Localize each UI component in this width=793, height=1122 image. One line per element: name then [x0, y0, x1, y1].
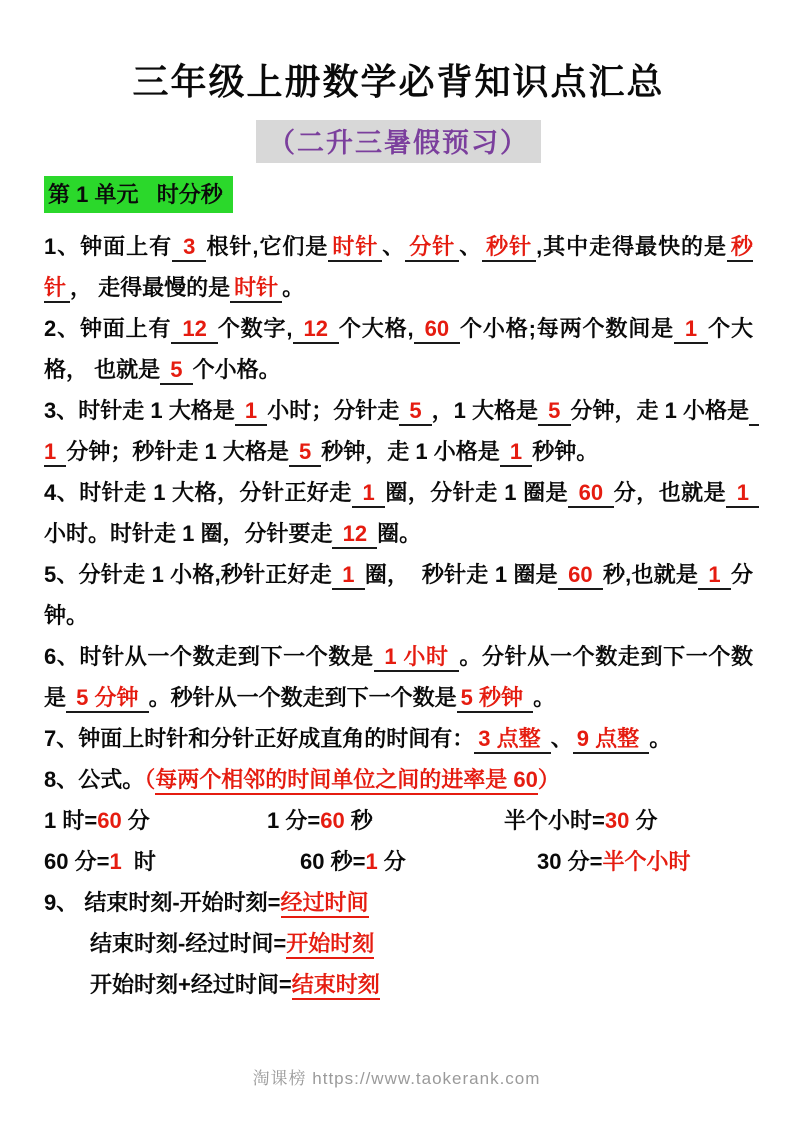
highlight-text: 60: [97, 808, 122, 833]
text-segment: 分钟；秒针走 1 大格是: [66, 439, 289, 464]
text-segment: 。秒针从一个数走到下一个数是: [148, 685, 457, 710]
blank-answer: 秒针: [482, 234, 536, 262]
blank-answer: 秒针: [44, 234, 753, 303]
blank-answer: 1: [352, 480, 385, 508]
text-segment: ， 走得最慢的是: [70, 275, 231, 300]
list-item: [44, 226, 753, 308]
list-item: [44, 472, 756, 554]
text-segment: 个大格， 也就是: [44, 316, 753, 382]
text-segment: 7、钟面上时针和分针正好成直角的时间有：: [44, 726, 475, 751]
text-segment: 6、时针从一个数走到下一个数是: [44, 644, 374, 669]
page-subtitle-row: [44, 120, 753, 163]
section-heading-row: [44, 176, 753, 213]
blank-answer: 3 点整: [474, 726, 550, 754]
blank-answer: 5 秒钟: [457, 685, 533, 713]
blank-answer: 60: [558, 562, 603, 590]
text-segment: 、: [550, 726, 573, 751]
text-segment: 60 分=: [44, 849, 110, 874]
blank-answer: 分针: [405, 234, 459, 262]
text-segment: 根针,它们是: [206, 234, 329, 259]
blank-answer: 1: [726, 480, 759, 508]
text-segment: 半个小时=: [504, 808, 605, 833]
text-segment: 秒钟。: [532, 439, 599, 464]
text-segment: 。: [282, 275, 305, 300]
highlight-text: 半个小时: [602, 849, 691, 874]
text-segment: 1 分=: [267, 808, 321, 833]
formula-cell: [267, 841, 504, 882]
list-item: [44, 964, 753, 1005]
blank-answer: 12: [171, 316, 217, 344]
blank-answer: 1: [698, 562, 731, 590]
text-segment: 秒,也就是: [602, 562, 699, 587]
text-segment: 。分针从一个数走到下一个数是: [44, 644, 753, 710]
formula-cell: [44, 841, 267, 882]
text-segment: 4、时针走 1 大格，分针正好走: [44, 480, 352, 505]
page-subtitle: （二升三暑假预习）: [256, 120, 541, 163]
formula-row: [44, 841, 753, 882]
text-segment: 个数字,: [217, 316, 293, 341]
blank-answer: 1 小时: [374, 644, 460, 672]
blank-answer: 9 点整: [573, 726, 649, 754]
blank-answer: 时针: [328, 234, 382, 262]
formula-cell: [504, 800, 753, 841]
text-segment: 、: [459, 234, 483, 259]
text-segment: 1 时=: [44, 808, 98, 833]
text-segment: 5、分针走 1 小格,秒针正好走: [44, 562, 332, 587]
list-item: [44, 882, 753, 923]
blank-answer: 5: [399, 398, 431, 426]
blank-answer: 5 分钟: [66, 685, 149, 713]
highlight-text: 1: [109, 849, 122, 874]
text-segment: 结束时刻-经过时间=: [90, 931, 287, 956]
blank-answer: 60: [568, 480, 614, 508]
text-segment: 、: [382, 234, 406, 259]
text-segment: 个大格,: [338, 316, 414, 341]
blank-answer: 1: [500, 439, 532, 467]
blank-answer: 1: [44, 398, 759, 467]
text-segment: 小时；分针走: [267, 398, 400, 423]
text-segment: 个小格;每两个数间是: [460, 316, 674, 341]
text-segment: 9、 结束时刻-开始时刻=: [44, 890, 281, 915]
text-segment: 分: [377, 849, 406, 874]
text-segment: ,其中走得最快的是: [536, 234, 727, 259]
blank-answer: 5: [289, 439, 321, 467]
text-segment: 开始时刻+经过时间=: [90, 972, 292, 997]
blank-answer: 12: [293, 316, 339, 344]
text-segment: 圈。: [377, 521, 422, 546]
text-segment: 秒钟，走 1 小格是: [321, 439, 500, 464]
list-item: [44, 759, 753, 800]
list-item: [44, 923, 753, 964]
blank-answer: 1: [674, 316, 708, 344]
text-segment: 分，也就是: [613, 480, 727, 505]
blank-answer: 3: [172, 234, 206, 262]
page-title: 三年级上册数学必背知识点汇总: [132, 61, 665, 102]
formula-cell: [504, 841, 753, 882]
text-segment: 个小格。: [192, 357, 281, 382]
text-segment: 分钟，走 1 小格是: [570, 398, 749, 423]
highlight-text: （: [144, 767, 156, 792]
blank-answer: 5: [160, 357, 192, 385]
text-segment: 60 秒=: [300, 849, 366, 874]
text-segment: 1、钟面上有: [44, 234, 173, 259]
text-segment: 分钟。: [44, 562, 753, 628]
list-item: [44, 554, 753, 636]
highlight-text: 30: [604, 808, 630, 833]
text-segment: 。: [649, 726, 672, 751]
blank-answer: 1: [235, 398, 267, 426]
text-segment: 时: [121, 849, 156, 874]
highlight-text: 60: [320, 808, 345, 833]
blank-answer: 5: [538, 398, 570, 426]
highlight-underlined-text: 结束时刻: [292, 972, 380, 1000]
text-segment: 秒: [344, 808, 373, 833]
text-segment: 30 分=: [537, 849, 603, 874]
blank-answer: 60: [414, 316, 460, 344]
list-item: [44, 308, 753, 390]
highlight-text: 1: [365, 849, 378, 874]
highlight-underlined-text: 每两个相邻的时间单位之间的进率是 60: [155, 767, 538, 795]
text-segment: 。: [533, 685, 556, 710]
blank-answer: 1: [332, 562, 365, 590]
text-segment: 2、钟面上有: [44, 316, 172, 341]
text-segment: ，1 大格是: [431, 398, 539, 423]
text-segment: 圈， 秒针走 1 圈是: [364, 562, 558, 587]
highlight-text: ）: [537, 767, 560, 792]
content-body: [44, 226, 760, 1005]
list-item: [44, 636, 753, 718]
section-heading: 第 1 单元 时分秒: [44, 176, 233, 213]
text-segment: 分: [629, 808, 658, 833]
highlight-underlined-text: 开始时刻: [286, 931, 374, 959]
highlight-underlined-text: 经过时间: [281, 890, 369, 918]
text-segment: 8、公式。: [44, 767, 145, 792]
footer-watermark: 淘课榜 https://www.taokerank.com: [252, 1069, 541, 1088]
list-item: [44, 718, 753, 759]
formula-cell: [44, 800, 267, 841]
formula-row: [44, 800, 753, 841]
blank-answer: 时针: [230, 275, 282, 303]
text-segment: 圈，分针走 1 圈是: [385, 480, 569, 505]
blank-answer: 12: [332, 521, 377, 549]
text-segment: 小时。时针走 1 圈，分针要走: [44, 521, 333, 546]
list-item: [44, 390, 760, 472]
formula-cell: [267, 800, 504, 841]
text-segment: 3、时针走 1 大格是: [44, 398, 235, 423]
text-segment: 分: [121, 808, 150, 833]
